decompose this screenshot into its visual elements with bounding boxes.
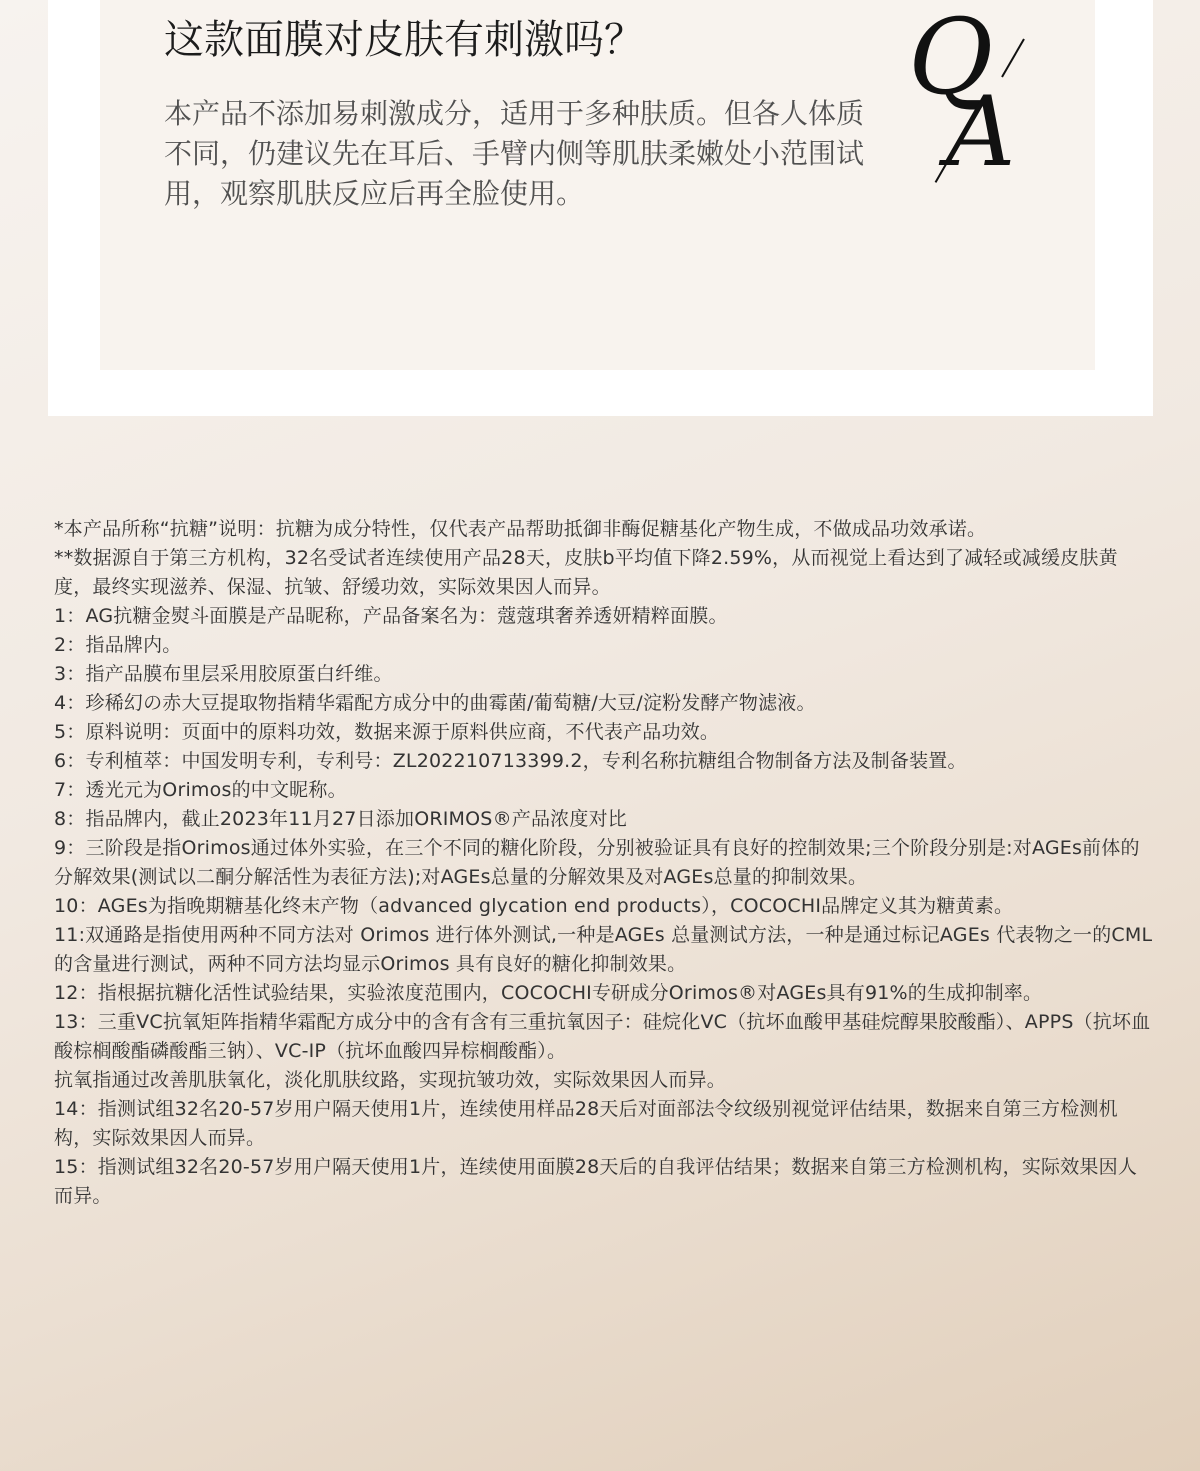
qa-logo-q: Q bbox=[908, 0, 994, 118]
note-5: 5：原料说明：页面中的原料功效，数据来源于原料供应商，不代表产品功效。 bbox=[54, 721, 720, 743]
note-2: 2：指品牌内。 bbox=[54, 634, 182, 656]
note-7: 7：透光元为Orimos的中文昵称。 bbox=[54, 779, 347, 801]
note-14: 14：指测试组32名20-57岁用户隔天使用1片，连续使用样品28天后对面部法令纹级别视觉评估结果，数据来自第三方检测机构，实际效果因人而异。 bbox=[54, 1098, 1118, 1149]
disclaimer-notes bbox=[54, 515, 1154, 1211]
qa-logo-slash-top bbox=[1001, 38, 1025, 77]
note-8: 8：指品牌内，截止2023年11月27日添加ORIMOS®产品浓度对比 bbox=[54, 808, 627, 830]
qa-logo bbox=[908, 0, 1048, 192]
qa-panel bbox=[100, 0, 1095, 370]
qa-answer: 本产品不添加易刺激成分，适用于多种肤质。但各人体质不同，仍建议先在耳后、手臂内侧等肌肤柔嫩处小范围试用，观察肌肤反应后再全脸使用。 bbox=[164, 97, 865, 210]
note-15: 15：指测试组32名20-57岁用户隔天使用1片，连续使用面膜28天后的自我评估结果；数据来自第三方检测机构，实际效果因人而异。 bbox=[54, 1156, 1138, 1207]
note-6: 6：专利植萃：中国发明专利，专利号：ZL202210713399.2，专利名称抗糖组合物制备方法及制备装置。 bbox=[54, 750, 967, 772]
note-1: 1：AG抗糖金熨斗面膜是产品昵称，产品备案名为：蔻蔻琪奢养透妍精粹面膜。 bbox=[54, 605, 728, 627]
qa-logo-a: A bbox=[946, 76, 1016, 188]
note-asterisk: *本产品所称“抗糖”说明：抗糖为成分特性，仅代表产品帮助抵御非酶促糖基化产物生成，不做成品功效承诺。 bbox=[54, 518, 987, 540]
note-4: 4：珍稀幻の赤大豆提取物指精华霜配方成分中的曲霉菌/葡萄糖/大豆/淀粉发酵产物滤液。 bbox=[54, 692, 816, 714]
note-12: 12：指根据抗糖化活性试验结果，实验浓度范围内，COCOCHI专研成分Orimos®对AGEs具有91%的生成抑制率。 bbox=[54, 982, 1043, 1004]
note-13-antioxidant: 抗氧指通过改善肌肤氧化，淡化肌肤纹路，实现抗皱功效，实际效果因人而异。 bbox=[54, 1069, 727, 1091]
note-11: 11:双通路是指使用两种不同方法对 Orimos 进行体外测试,一种是AGEs 总量测试方法，一种是通过标记AGEs 代表物之一的CML的含量进行测试，两种不同方法均显示Orimos 具有良好的糖化抑制效果。 bbox=[54, 924, 1153, 975]
qa-card bbox=[48, 0, 1153, 416]
qa-question: 这款面膜对皮肤有刺激吗？ bbox=[164, 17, 644, 63]
note-9: 9：三阶段是指Orimos通过体外实验，在三个不同的糖化阶段，分别被验证具有良好的控制效果;三个阶段分别是:对AGEs前体的分解效果(测试以二酮分解活性为表征方法);对AGEs总量的分解效果及对AGEs总量的抑制效果。 bbox=[54, 837, 1140, 888]
note-double-asterisk: **数据源自于第三方机构，32名受试者连续使用产品28天，皮肤b平均值下降2.59%，从而视觉上看达到了减轻或减缓皮肤黄度，最终实现滋养、保湿、抗皱、舒缓功效，实际效果因人而异。 bbox=[54, 547, 1118, 598]
note-3: 3：指产品膜布里层采用胶原蛋白纤维。 bbox=[54, 663, 393, 685]
note-10: 10：AGEs为指晚期糖基化终末产物（advanced glycation end products），COCOCHI品牌定义其为糖黄素。 bbox=[54, 895, 1014, 917]
note-13: 13：三重VC抗氧矩阵指精华霜配方成分中的含有含有三重抗氧因子：硅烷化VC（抗坏血酸甲基硅烷醇果胶酸酯）、APPS（抗坏血酸棕榈酸酯磷酸酯三钠）、VC-IP（抗坏血酸四异棕榈酸酯）。 bbox=[54, 1011, 1151, 1062]
